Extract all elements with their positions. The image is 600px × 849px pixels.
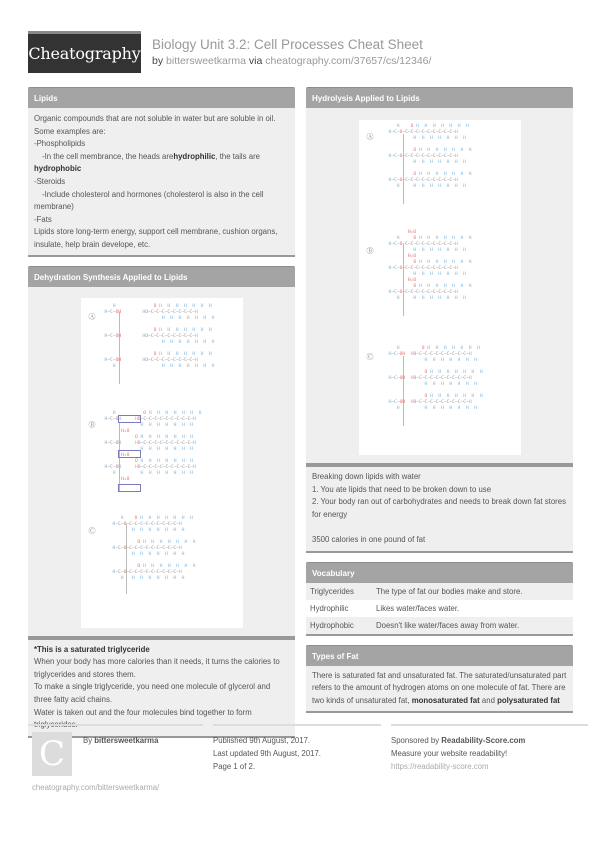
by-label: By bbox=[83, 736, 93, 745]
fatty-acid-chains: O H H H H H H H HO–C–C–C–C–C–C–C–C–H H H H H H H H O H H H H H H H HO–C–C–C–C–C–C–C–C–H H H H H H H H O H H H H H H H HO–C–C–C–C–C–C–C–C–H H H H H H H H bbox=[142, 303, 215, 369]
right-column bbox=[306, 87, 573, 722]
water-removal-box bbox=[118, 450, 141, 458]
by-label: by bbox=[152, 55, 164, 67]
text-line: -Steroids bbox=[34, 176, 66, 186]
sponsored-label: Sponsored by bbox=[391, 736, 440, 745]
text-line: Organic compounds that are not soluble in water but are soluble in oil. Some examples are: bbox=[34, 114, 276, 136]
text-line: Lipids store long-term energy, support cell membrane, cushion organs, insulate, help brain develope, etc. bbox=[34, 227, 278, 249]
bold-term: monosaturated fat bbox=[411, 695, 480, 705]
hydrolysis-notes bbox=[306, 465, 573, 553]
bold-note: *This is a saturated triglyceride bbox=[34, 644, 150, 654]
dehydration-section bbox=[28, 266, 295, 638]
vocab-term: Triglycerides bbox=[310, 586, 354, 596]
footer-dates bbox=[213, 724, 381, 773]
text: -In the cell membrance, the heads are bbox=[42, 151, 174, 161]
types-of-fat-section bbox=[306, 645, 573, 714]
vocab-term: Hydrophobic bbox=[310, 620, 354, 630]
section-title: Lipids bbox=[28, 87, 295, 108]
text-line: To make a single triglyceride, you need one molecule of glycerol and three fatty acid chains. bbox=[34, 682, 271, 704]
text-line: Breaking down lipids with water bbox=[312, 472, 421, 481]
text-line: 1. You ate lipids that need to be broken down to use bbox=[312, 484, 492, 494]
published-date: Published 9th August, 2017. bbox=[213, 736, 311, 745]
text-line bbox=[34, 163, 289, 176]
sponsor-link[interactable]: Readability-Score.com bbox=[441, 736, 526, 745]
note-title bbox=[34, 644, 289, 657]
text: , the tails are bbox=[215, 151, 260, 161]
text: There is saturated fat and unsaturated fat. The saturated/unsaturated part refers to the amount of hydrogen atoms on one molecule of fat. There are two kinds of unsaturated fat, bbox=[312, 670, 567, 705]
section-body bbox=[306, 108, 573, 463]
vocab-definition: The type of fat our bodies make and store. bbox=[376, 586, 523, 596]
bold-term: hydrophilic bbox=[173, 151, 216, 161]
sponsor-tagline: Measure your website readability! bbox=[391, 749, 508, 758]
step-b-label: Ⓑ bbox=[366, 248, 374, 255]
page-number: Page 1 of 2. bbox=[213, 762, 256, 771]
section-body bbox=[306, 467, 573, 551]
text-line: 2. Your body ran out of carbohydrates and needs to break down fat stores for energy bbox=[312, 497, 567, 519]
text-line: -Phospholipids bbox=[34, 139, 86, 149]
text-line: Water is taken out and the four molecules bind together to form triglycerides. bbox=[34, 707, 252, 730]
step-a-label: Ⓐ bbox=[366, 134, 374, 141]
vocab-term: Hydrophilic bbox=[310, 603, 349, 613]
vocab-definition: Likes water/faces water. bbox=[376, 603, 460, 613]
triglyceride-water-reaction: H₂O H O H H H H H H H H–C–O–C–C–C–C–C–C–C–C–C–H H H H H H H H H₂O O H H H H H H H H–C–O–C–C–C–C–C–C–C–C–C–H H H H H H H H H₂O O H H H H H H H H–C–O–C–C–C–C–C–C–C–C–C–H H H H H H H H H bbox=[388, 230, 472, 301]
text-line bbox=[34, 151, 289, 164]
author-link[interactable]: bittersweetkarma bbox=[166, 55, 246, 67]
left-column bbox=[28, 87, 295, 747]
section-title: Dehydration Synthesis Applied to Lipids bbox=[28, 266, 295, 287]
via-label: via bbox=[248, 55, 263, 67]
sponsor-line bbox=[391, 734, 588, 747]
sponsor-url-link[interactable]: https://readability-score.com bbox=[391, 762, 489, 771]
step-c-label: Ⓒ bbox=[366, 354, 374, 361]
glycerol-fatty-acid-reaction: H O H H H H H H H H–C–OH HO–C–C–C–C–C–C–C–C–C–H H H H H H H H H₂O O H H H H H H H H–C–OH HO–C–C–C–C–C–C–C–C–C–H H H H H H H H H₂O O H H H H H H H H–C–OH HO–C–C–C–C–C–C–C–C–C–H H H H H H H H H H₂O bbox=[104, 410, 202, 482]
triglyceride-molecule: H O H H H H H H H H–C–O–C–C–C–C–C–C–C–C–C–H H H H H H H H O H H H H H H H H–C–O–C–C–C–C–C–C–C–C–C–H H H H H H H H O H H H H H H H H–C–O–C–C–C–C–C–C–C–C–C–H H H H H H H H H bbox=[112, 515, 196, 581]
water-removal-box bbox=[118, 415, 141, 423]
footer-sponsor bbox=[391, 724, 588, 773]
updated-date: Last updated 9th August, 2017. bbox=[213, 749, 321, 758]
triglyceride-molecule: H O H H H H H H H H–C–O–C–C–C–C–C–C–C–C–C–H H H H H H H H O H H H H H H H H–C–O–C–C–C–C–C–C–C–C–C–H H H H H H H H O H H H H H H H H–C–O–C–C–C–C–C–C–C–C–C–H H H H H H H H H bbox=[388, 124, 472, 189]
hydrolysis-section bbox=[306, 87, 573, 465]
section-body bbox=[28, 287, 295, 636]
hydrolysis-diagram bbox=[359, 120, 521, 455]
text: and bbox=[481, 695, 495, 705]
cheatography-logo[interactable] bbox=[28, 31, 141, 73]
dehydration-notes bbox=[28, 638, 295, 738]
step-c-label: Ⓒ bbox=[88, 527, 96, 535]
page-title: Biology Unit 3.2: Cell Processes Cheat Sheet bbox=[152, 37, 423, 52]
author-avatar[interactable]: C bbox=[32, 732, 72, 776]
water-removal-box bbox=[118, 484, 141, 492]
sheet-url-link[interactable]: cheatography.com/37657/cs/12346/ bbox=[265, 55, 432, 67]
text-line: -Fats bbox=[34, 214, 52, 224]
text-line: When your body has more calories than it needs, it turns the calories to triglycerides and stores them. bbox=[34, 657, 280, 679]
vocab-table bbox=[306, 583, 573, 634]
author-link[interactable]: bittersweetkarma bbox=[94, 736, 159, 745]
section-body bbox=[28, 108, 295, 255]
profile-link[interactable]: cheatography.com/bittersweetkarma/ bbox=[32, 783, 160, 792]
glycerol-molecule: H H–C–OH H–C–OH H–C–OH H bbox=[104, 303, 122, 369]
table-row bbox=[306, 600, 573, 617]
author-line bbox=[83, 734, 158, 747]
section-body bbox=[306, 666, 573, 712]
section-title: Types of Fat bbox=[306, 645, 573, 666]
vocabulary-section bbox=[306, 562, 573, 636]
table-row bbox=[306, 617, 573, 634]
bold-term: polysaturated fat bbox=[497, 695, 560, 705]
lipids-section bbox=[28, 87, 295, 257]
section-title: Hydrolysis Applied to Lipids bbox=[306, 87, 573, 108]
byline bbox=[152, 55, 431, 67]
glycerol-and-fatty-acids: H O H H H H H H H H–C–OH HO–C–C–C–C–C–C–C–C–C–H H H H H H H H O H H H H H H H H–C–OH HO–C–C–C–C–C–C–C–C–C–H H H H H H H H O H H H H H H H H–C–OH HO–C–C–C–C–C–C–C–C–C–H H H H H H H H H bbox=[388, 346, 483, 411]
dehydration-diagram bbox=[81, 298, 243, 628]
text-line: 3500 calories in one pound of fat bbox=[312, 534, 426, 544]
page-header bbox=[28, 31, 588, 73]
text-line: -Include cholesterol and hormones (cholesterol is also in the cell membrane) bbox=[34, 189, 264, 212]
logo-text: Cheatography bbox=[28, 44, 141, 63]
bold-term: hydrophobic bbox=[34, 164, 82, 174]
footer-author bbox=[28, 724, 203, 794]
step-b-label: Ⓑ bbox=[88, 421, 96, 429]
table-row bbox=[306, 583, 573, 600]
section-title: Vocabulary bbox=[306, 562, 573, 583]
step-a-label: Ⓐ bbox=[88, 313, 96, 321]
section-body bbox=[28, 640, 295, 736]
vocab-definition: Doesn't like water/faces away from water. bbox=[376, 620, 520, 630]
